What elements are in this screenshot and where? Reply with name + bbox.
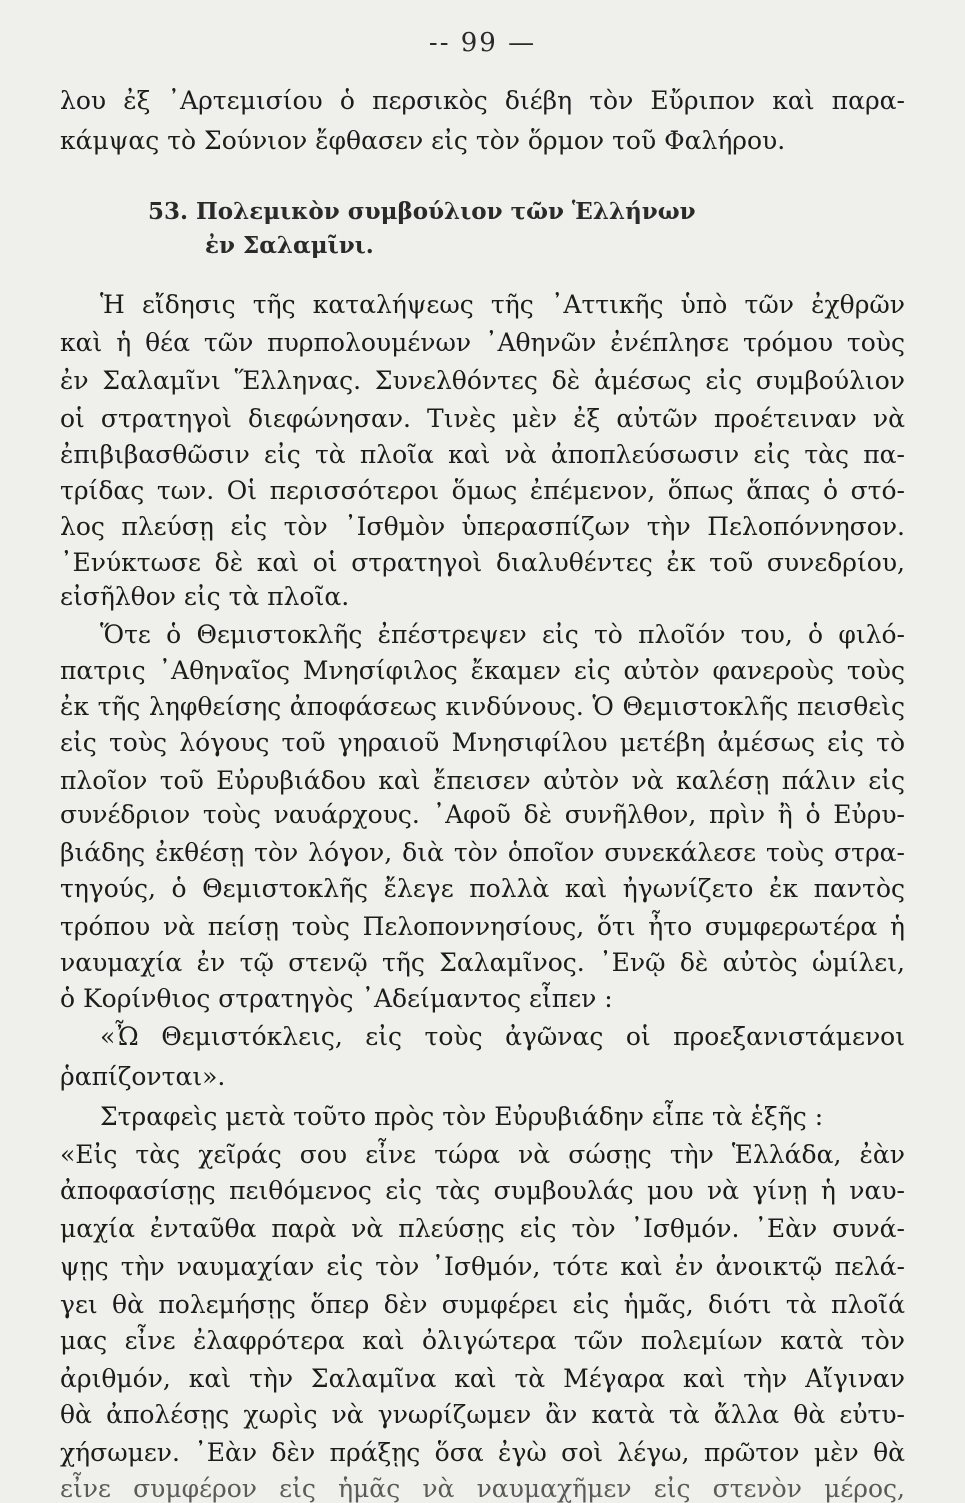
text-line: μαχία ἐνταῦθα παρὰ νὰ πλεύσῃς εἰς τὸν ᾿Ισθμόν. ᾿Εὰν συνά- xyxy=(60,1214,905,1243)
text-line: πλοῖον τοῦ Εὐρυβιάδου καὶ ἔπεισεν αὐτὸν νὰ καλέσῃ πάλιν εἰς xyxy=(60,766,905,795)
text-line: λος πλεύσῃ εἰς τὸν ᾿Ισθμὸν ὑπερασπίζων τὴν Πελοπόννησον. xyxy=(60,512,905,541)
page-number: -- 99 — xyxy=(428,28,537,58)
text-line: γει θὰ πολεμήσῃς ὅπερ δὲν συμφέρει εἰς ἡμᾶς, διότι τὰ πλοῖά xyxy=(60,1290,905,1319)
text-line: ἐπιβιβασθῶσιν εἰς τὰ πλοῖα καὶ νὰ ἀποπλεύσωσιν εἰς τὰς πα- xyxy=(60,440,905,469)
text-line: ἐν Σαλαμῖνι Ἕλληνας. Συνελθόντες δὲ ἀμέσως εἰς συμβούλιον xyxy=(60,366,905,395)
text-line: εἰσῆλθον εἰς τὰ πλοῖα. xyxy=(60,582,350,611)
text-line: ᾿Ενύκτωσε δὲ καὶ οἱ στρατηγοὶ διαλυθέντες ἐκ τοῦ συνεδρίου, xyxy=(60,548,905,577)
text-line: ναυμαχία ἐν τῷ στενῷ τῆς Σαλαμῖνος. ᾿Ενῷ δὲ αὐτὸς ὡμίλει, xyxy=(60,948,905,977)
text-line: τρόπου νὰ πείσῃ τοὺς Πελοποννησίους, ὅτι ἦτο συμφερωτέρα ἡ xyxy=(60,912,905,941)
text-line: ψῃς τὴν ναυμαχίαν εἰς τὸν ᾿Ισθμόν, τότε καὶ ἐν ἀνοικτῷ πελά- xyxy=(60,1252,905,1281)
text-line: ἀριθμόν, καὶ τὴν Σαλαμῖνα καὶ τὰ Μέγαρα καὶ τὴν Αἴγιναν xyxy=(60,1364,905,1393)
section-heading: 53. Πολεμικὸν συμβούλιον τῶν Ἑλλήνων xyxy=(148,198,696,225)
text-line: εἰς τοὺς λόγους τοῦ γηραιοῦ Μνησιφίλου μετέβη ἀμέσως εἰς τὸ xyxy=(60,728,905,757)
text-line: χήσωμεν. ᾿Εὰν δὲν πράξῃς ὅσα ἐγὼ σοὶ λέγω, πρῶτον μὲν θὰ xyxy=(60,1438,905,1467)
text-line: ὁ Κορίνθιος στρατηγὸς ᾿Αδείμαντος εἶπεν : xyxy=(60,984,613,1013)
section-heading-continued: ἐν Σαλαμῖνι. xyxy=(205,232,374,259)
text-line: τρίδας των. Οἱ περισσότεροι ὅμως ἐπέμενον, ὅπως ἅπας ὁ στό- xyxy=(60,476,905,505)
text-line: τηγούς, ὁ Θεμιστοκλῆς ἔλεγε πολλὰ καὶ ἠγωνίζετο ἐκ παντὸς xyxy=(60,874,905,903)
text-line: «Εἰς τὰς χεῖράς σου εἶνε τώρα νὰ σώσῃς τὴν Ἑλλάδα, ἐὰν xyxy=(60,1140,905,1169)
text-line: οἱ στρατηγοὶ διεφώνησαν. Τινὲς μὲν ἐξ αὐτῶν προέτειναν νὰ xyxy=(60,404,905,433)
text-line: ἐκ τῆς ληφθείσης ἀποφάσεως κινδύνους. Ὁ Θεμιστοκλῆς πεισθεὶς xyxy=(60,692,905,721)
text-line: πατρις ᾿Αθηναῖος Μνησίφιλος ἔκαμεν εἰς αὐτὸν φανεροὺς τοὺς xyxy=(60,656,905,685)
text-line: λου ἐξ ᾿Αρτεμισίου ὁ περσικὸς διέβη τὸν Εὔριπον καὶ παρα- xyxy=(60,86,905,115)
text-line: εἶνε συμφέρον εἰς ἡμᾶς νὰ ναυμαχῆμεν εἰς στενὸν μέρος, xyxy=(60,1474,905,1503)
text-line: μας εἶνε ἐλαφρότερα καὶ ὀλιγώτερα τῶν πολεμίων κατὰ τὸν xyxy=(60,1326,905,1355)
text-line: Στραφεὶς μετὰ τοῦτο πρὸς τὸν Εὐρυβιάδην εἶπε τὰ ἑξῆς : xyxy=(100,1102,824,1131)
text-line: θὰ ἀπολέσῃς χωρὶς νὰ γνωρίζωμεν ἂν κατὰ τὰ ἄλλα θὰ εὐτυ- xyxy=(60,1400,905,1429)
text-line: Ὅτε ὁ Θεμιστοκλῆς ἐπέστρεψεν εἰς τὸ πλοῖόν του, ὁ φιλό- xyxy=(100,620,905,649)
text-line: ἀποφασίσῃς πειθόμενος εἰς τὰς συμβουλάς μου νὰ γίνῃ ἡ ναυ- xyxy=(60,1176,905,1205)
text-line: συνέδριον τοὺς ναυάρχους. ᾿Αφοῦ δὲ συνῆλθον, πρὶν ἢ ὁ Εὐρυ- xyxy=(60,800,905,829)
text-line: κάμψας τὸ Σούνιον ἔφθασεν εἰς τὸν ὅρμον τοῦ Φαλήρου. xyxy=(60,126,786,155)
text-line: Ἡ εἴδησις τῆς καταλήψεως τῆς ᾿Αττικῆς ὑπὸ τῶν ἐχθρῶν xyxy=(100,290,905,319)
text-line: βιάδης ἐκθέσῃ τὸν λόγον, διὰ τὸν ὁποῖον συνεκάλεσε τοὺς στρα- xyxy=(60,838,905,867)
text-line: καὶ ἡ θέα τῶν πυρπολουμένων ᾿Αθηνῶν ἐνέπλησε τρόμου τοὺς xyxy=(60,328,905,357)
text-line: «Ὦ Θεμιστόκλεις, εἰς τοὺς ἀγῶνας οἱ προεξανιστάμενοι xyxy=(100,1022,905,1051)
text-line: ῥαπίζονται». xyxy=(60,1062,226,1091)
